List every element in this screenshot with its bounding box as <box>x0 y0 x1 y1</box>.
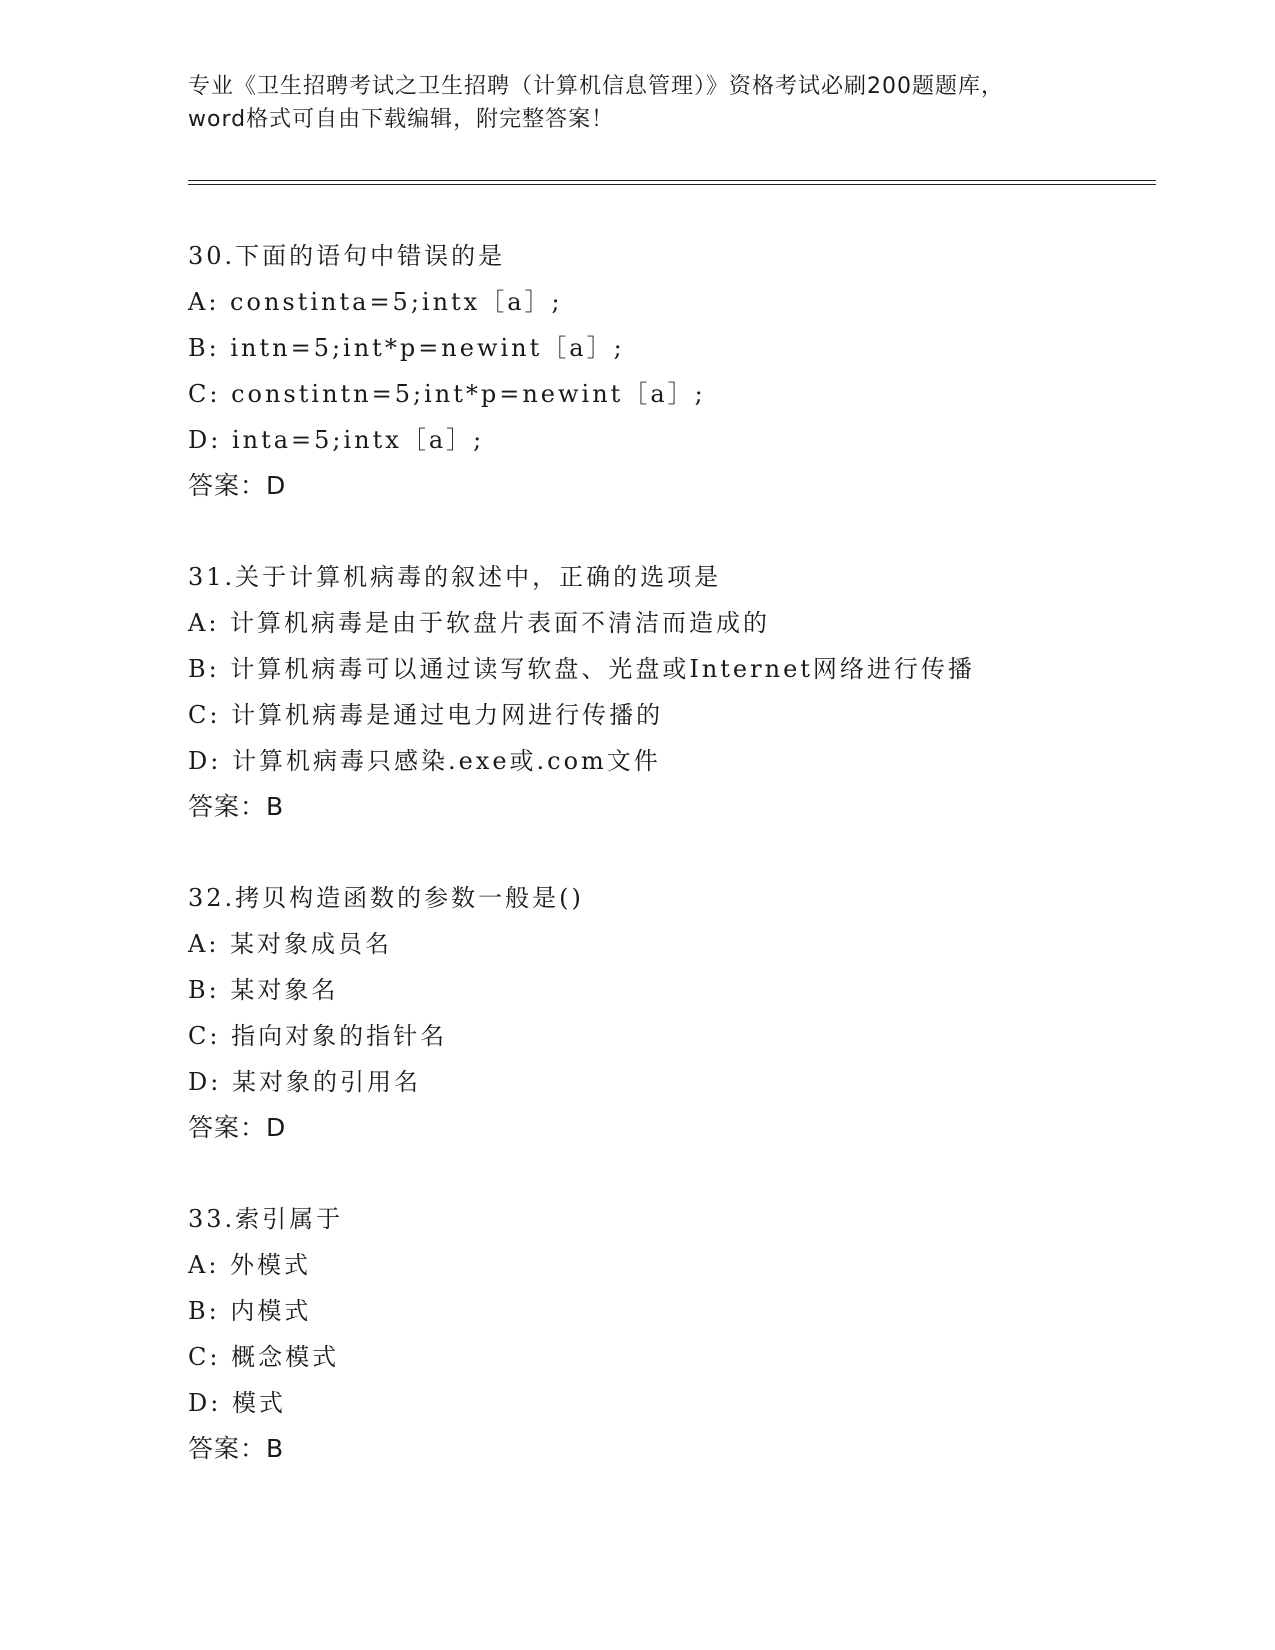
answer-line: 答案：B <box>188 792 285 821</box>
option-b: B: 某对象名 <box>188 976 339 1004</box>
option-c: C: 指向对象的指针名 <box>188 1022 448 1050</box>
option-d: D: 模式 <box>188 1389 286 1417</box>
option-c: C: constintn=5;int*p=newint［a］; <box>188 380 706 408</box>
option-b: B: 计算机病毒可以通过读写软盘、光盘或Internet网络进行传播 <box>188 655 975 683</box>
option-c: C: 计算机病毒是通过电力网进行传播的 <box>188 701 664 729</box>
header-divider-bottom <box>188 184 1156 185</box>
question-32 <box>188 875 1188 1151</box>
option-b: B: intn=5;int*p=newint［a］; <box>188 334 625 362</box>
question-31 <box>188 554 1188 830</box>
option-a: A: 某对象成员名 <box>188 930 393 958</box>
question-33 <box>188 1196 1188 1472</box>
option-a: A: 外模式 <box>188 1251 312 1279</box>
header-divider-top <box>188 180 1156 181</box>
option-a: A: constinta=5;intx［a］; <box>188 288 563 316</box>
option-d: D: inta=5;intx［a］; <box>188 426 485 454</box>
document-header <box>188 70 1088 136</box>
question-30 <box>188 233 1188 509</box>
option-d: D: 某对象的引用名 <box>188 1068 421 1096</box>
question-title: 33.索引属于 <box>188 1205 344 1233</box>
question-title: 30.下面的语句中错误的是 <box>188 242 506 270</box>
question-title: 31.关于计算机病毒的叙述中，正确的选项是 <box>188 563 722 591</box>
answer-line: 答案：B <box>188 1434 285 1463</box>
answer-line: 答案：D <box>188 1113 287 1142</box>
question-title: 32.拷贝构造函数的参数一般是() <box>188 884 584 912</box>
header-line-2: word格式可自由下载编辑，附完整答案！ <box>188 107 615 132</box>
answer-line: 答案：D <box>188 471 287 500</box>
option-d: D: 计算机病毒只感染.exe或.com文件 <box>188 747 661 775</box>
option-a: A: 计算机病毒是由于软盘片表面不清洁而造成的 <box>188 609 771 637</box>
option-b: B: 内模式 <box>188 1297 312 1325</box>
option-c: C: 概念模式 <box>188 1343 340 1371</box>
header-line-1: 专业《卫生招聘考试之卫生招聘（计算机信息管理）》资格考试必刷200题题库， <box>188 74 1004 99</box>
